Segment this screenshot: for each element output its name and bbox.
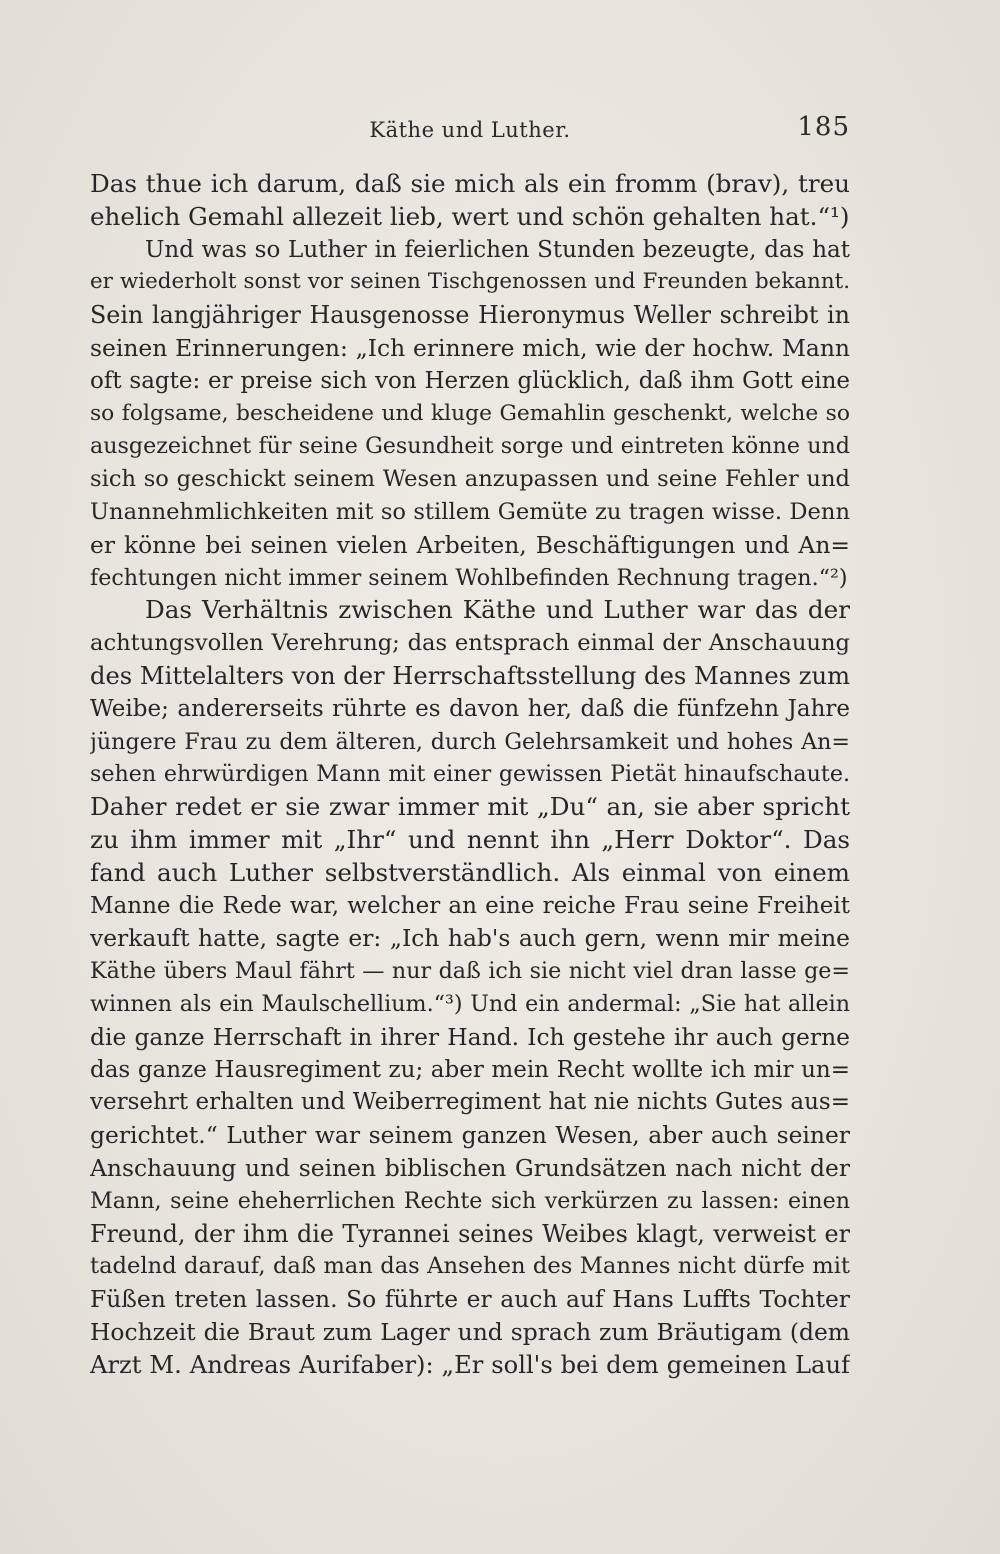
text-line: ehelich Gemahl allezeit lieb, wert und schön gehalten hat.“¹) — [90, 201, 850, 231]
text-line: fechtungen nicht immer seinem Wohlbefinden Rechnung tragen.“²) — [90, 564, 848, 591]
text-line: Anschauung und seinen biblischen Grundsätzen nach nicht der — [90, 1153, 850, 1182]
text-line: gerichtet.“ Luther war seinem ganzen Wesen, aber auch seiner — [90, 1121, 850, 1150]
text-line: er könne bei seinen vielen Arbeiten, Beschäftigungen und An= — [90, 530, 850, 559]
text-line: winnen als ein Maulschellium.“³) Und ein andermal: „Sie hat allein — [90, 990, 850, 1017]
text-line: Arzt M. Andreas Aurifaber): „Er soll's bei dem gemeinen Lauf — [90, 1350, 850, 1379]
text-line: achtungsvollen Verehrung; das entsprach einmal der Anschauung — [90, 630, 850, 657]
text-line: zu ihm immer mit „Ihr“ und nennt ihn „Herr Doktor“. Das — [90, 824, 850, 854]
text-line: Freund, der ihm die Tyrannei seines Weibes klagt, verweist er — [90, 1219, 850, 1248]
body-text — [90, 168, 850, 1381]
text-line: tadelnd darauf, daß man das Ansehen des Mannes nicht dürfe mit — [90, 1253, 850, 1280]
text-line: Das Verhältnis zwischen Käthe und Luther war das der — [145, 595, 850, 625]
text-line: sehen ehrwürdigen Mann mit einer gewissen Pietät hinaufschaute. — [90, 761, 850, 788]
text-line: oft sagte: er preise sich von Herzen glücklich, daß ihm Gott eine — [90, 367, 850, 394]
text-line: Hochzeit die Braut zum Lager und sprach zum Bräutigam (dem — [90, 1317, 850, 1346]
text-line: Weibe; andererseits rührte es davon her, daß die fünfzehn Jahre — [90, 695, 850, 722]
text-line: die ganze Herrschaft in ihrer Hand. Ich gestehe ihr auch gerne — [90, 1022, 850, 1051]
text-line: er wiederholt sonst vor seinen Tischgenossen und Freunden bekannt. — [90, 269, 850, 295]
text-line: sich so geschickt seinem Wesen anzupassen und seine Fehler und — [90, 466, 850, 493]
text-line: Manne die Rede war, welcher an eine reiche Frau seine Freiheit — [90, 892, 850, 919]
page-number: 185 — [797, 112, 850, 142]
text-line: Unannehmlichkeiten mit so stillem Gemüte zu tragen wisse. Denn — [90, 498, 850, 525]
text-line: Füßen treten lassen. So führte er auch auf Hans Luffts Tochter — [90, 1285, 850, 1314]
text-line: ausgezeichnet für seine Gesundheit sorge und eintreten könne und — [90, 433, 850, 460]
text-line: Käthe übers Maul fährt — nur daß ich sie nicht viel dran lasse ge= — [90, 958, 850, 985]
text-line: Sein langjähriger Hausgenosse Hieronymus Weller schreibt in — [90, 301, 850, 330]
text-line: jüngere Frau zu dem älteren, durch Gelehrsamkeit und hohes An= — [90, 728, 850, 755]
text-line: des Mittelalters von der Herrschaftsstellung des Mannes zum — [90, 661, 850, 690]
text-line: Mann, seine eheherrlichen Rechte sich verkürzen zu lassen: einen — [90, 1187, 850, 1214]
text-line: so folgsame, bescheidene und kluge Gemahlin geschenkt, welche so — [90, 400, 850, 426]
text-line: Daher redet er sie zwar immer mit „Du“ an, sie aber spricht — [90, 792, 850, 822]
text-line: Und was so Luther in feierlichen Stunden bezeugte, das hat — [145, 236, 850, 263]
text-line: fand auch Luther selbstverständlich. Als einmal von einem — [90, 857, 850, 887]
page-header — [90, 112, 850, 148]
text-line: verkauft hatte, sagte er: „Ich hab's auch gern, wenn mir meine — [90, 924, 850, 953]
text-line: Das thue ich darum, daß sie mich als ein fromm (brav), treu — [90, 169, 850, 198]
text-line: das ganze Hausregiment zu; aber mein Recht wollte ich mir un= — [90, 1056, 850, 1083]
text-line: seinen Erinnerungen: „Ich erinnere mich, wie der hochw. Mann — [90, 333, 850, 362]
text-line: versehrt erhalten und Weiberregiment hat nie nichts Gutes aus= — [90, 1089, 850, 1116]
running-title: Käthe und Luther. — [369, 118, 571, 142]
